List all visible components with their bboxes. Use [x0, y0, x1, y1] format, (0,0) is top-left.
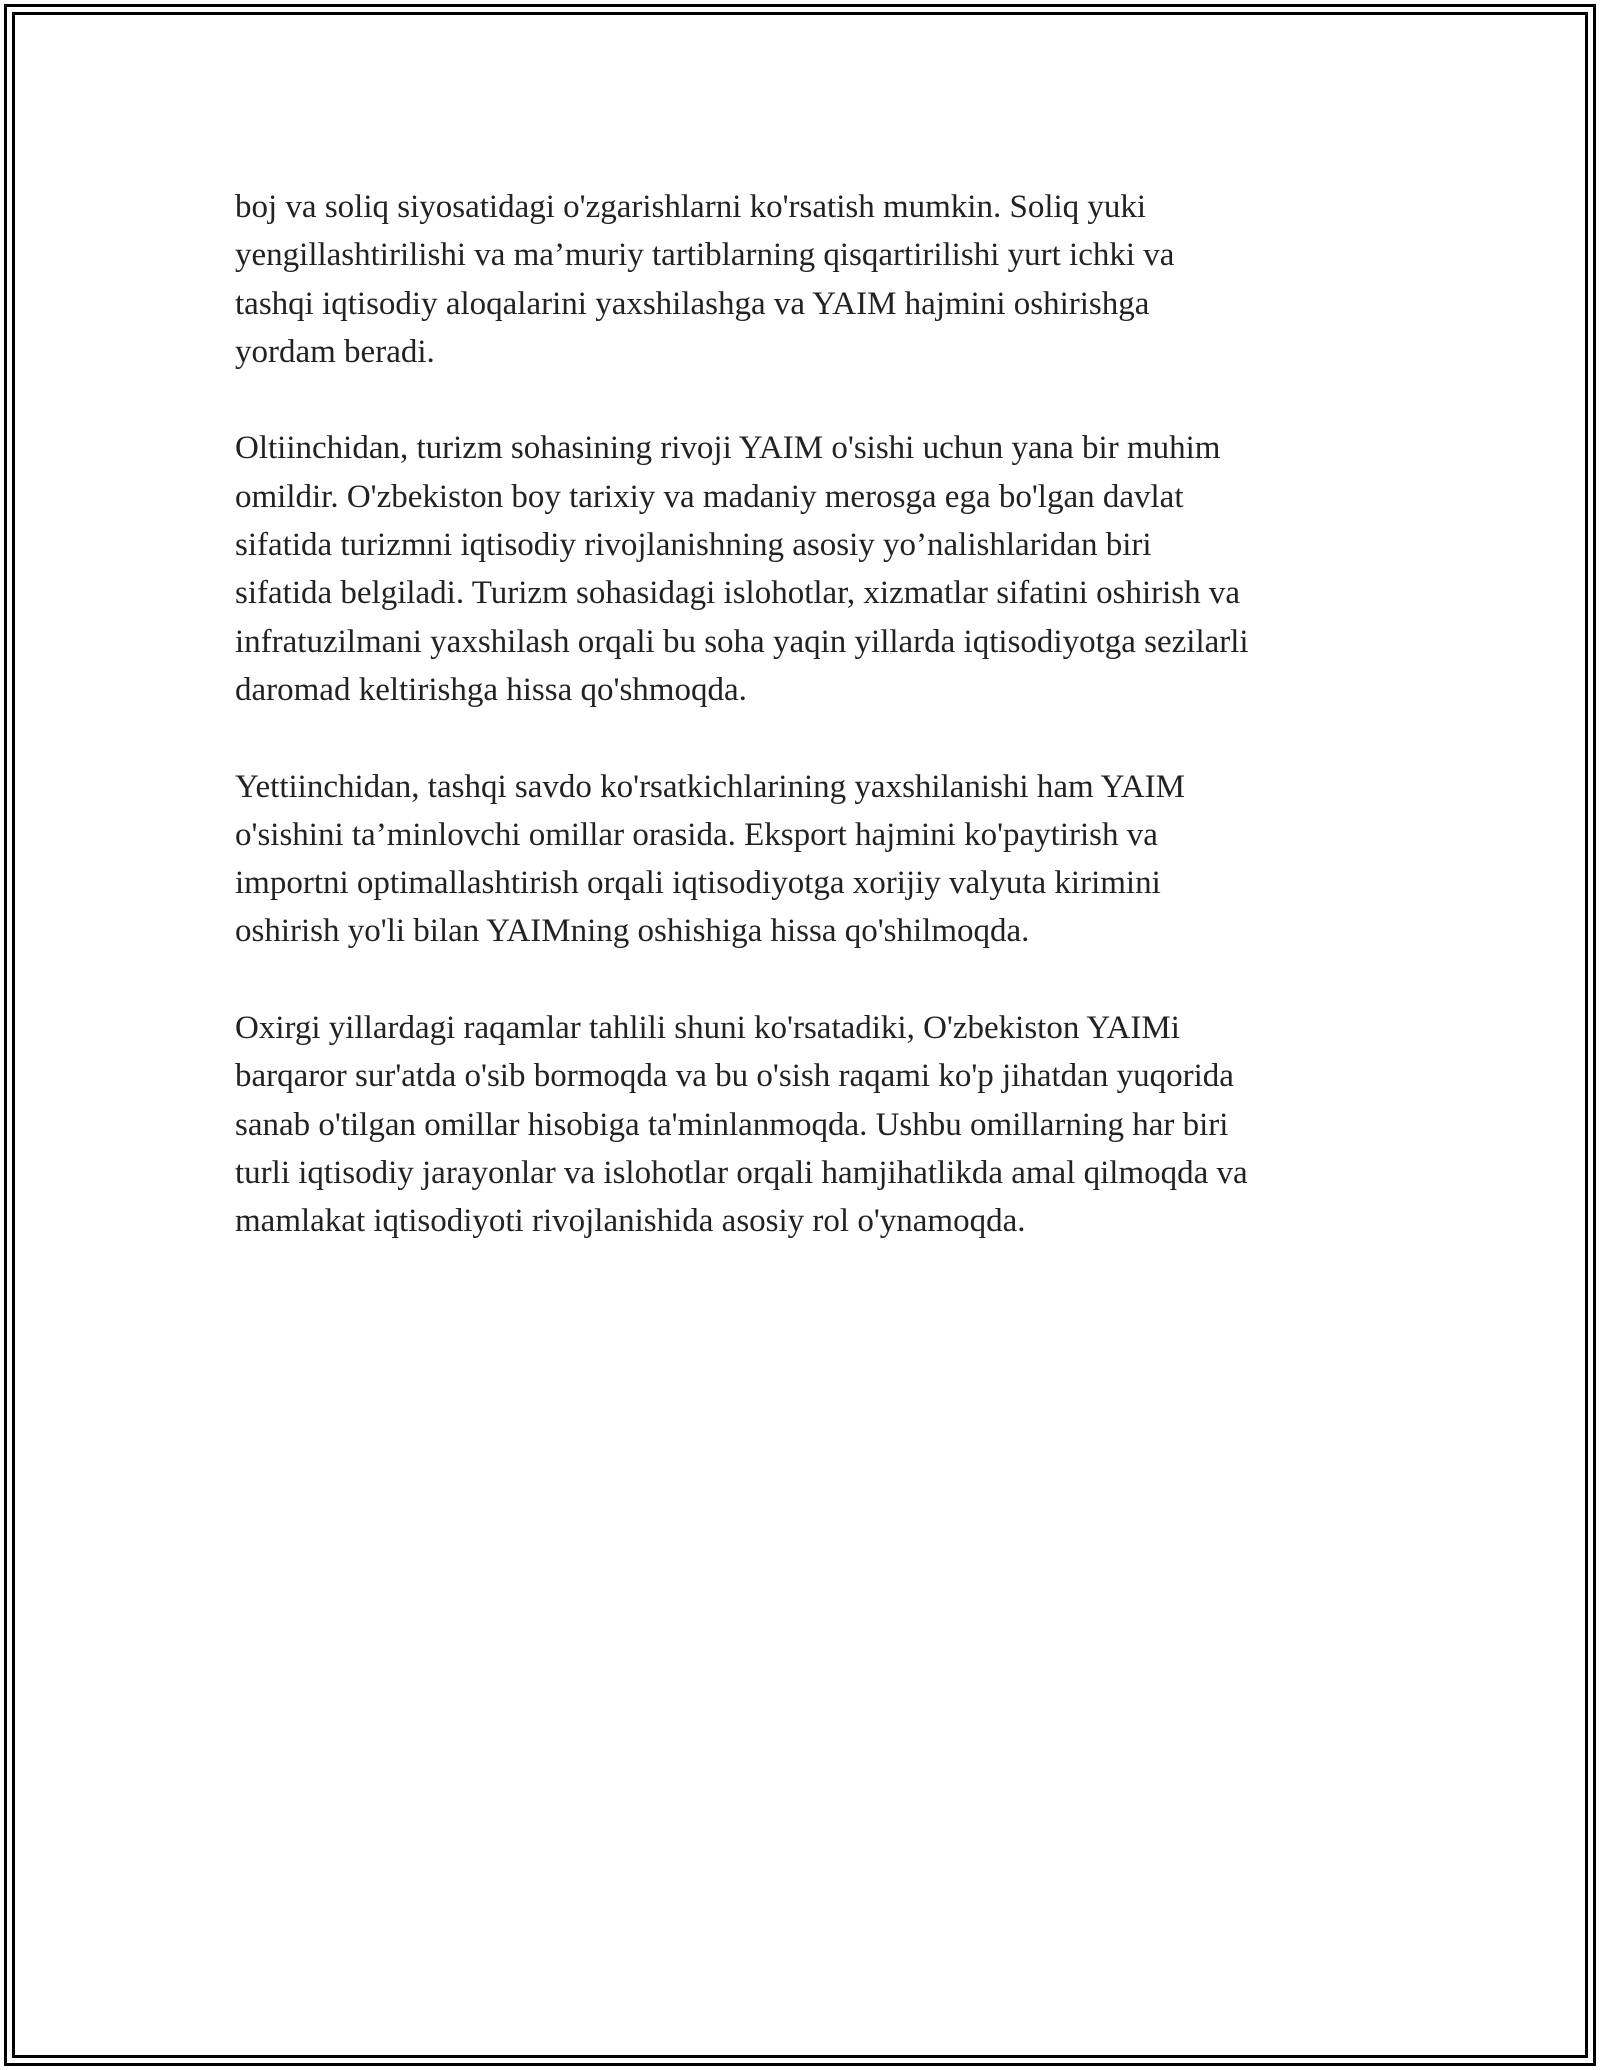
document-body: [235, 183, 1385, 1246]
paragraph-conclusion: Oxirgi yillardagi raqamlar tahlili shuni ko'rsatadiki, O'zbekiston YAIMi barqaror sur'atda o'sib bormoqda va bu o'sish raqami ko'p jihatdan yuqorida sanab o'tilgan omillar hisobiga ta'minlanmoqda. Ushbu omillarning har biri turli iqtisodiy jarayonlar va islohotlar orqali hamjihatlikda amal qilmoqda va mamlakat iqtisodiyoti rivojlanishida asosiy rol o'ynamoqda.: [235, 1010, 1248, 1240]
paragraph-tax-policy: boj va soliq siyosatidagi o'zgarishlarni ko'rsatish mumkin. Soliq yuki yengillashtirilishi va ma’muriy tartiblarning qisqartirilishi yurt ichki va tashqi iqtisodiy aloqalarini yaxshilashga va YAIM hajmini oshirishga yordam beradi.: [235, 189, 1175, 370]
paragraph-foreign-trade: Yettiinchidan, tashqi savdo ko'rsatkichlarining yaxshilanishi ham YAIM o'sishini ta’minlovchi omillar orasida. Eksport hajmini ko'paytirish va importni optimallashtirish orqali iqtisodiyotga xorijiy valyuta kirimini oshirish yo'li bilan YAIMning oshishiga hissa qo'shilmoqda.: [235, 768, 1186, 950]
paragraph-tourism: Oltiinchidan, turizm sohasining rivoji YAIM o'sishi uchun yana bir muhim omildir. O'zbekiston boy tarixiy va madaniy merosga ega bo'lgan davlat sifatida turizmni iqtisodiy rivojlanishning asosiy yo’nalishlaridan biri sifatida belgiladi. Turizm sohasidagi islohotlar, xizmatlar sifatini oshirish va infratuzilmani yaxshilash orqali bu soha yaqin yillarda iqtisodiyotga sezilarli daromad keltirishga hissa qo'shmoqda.: [235, 430, 1249, 708]
